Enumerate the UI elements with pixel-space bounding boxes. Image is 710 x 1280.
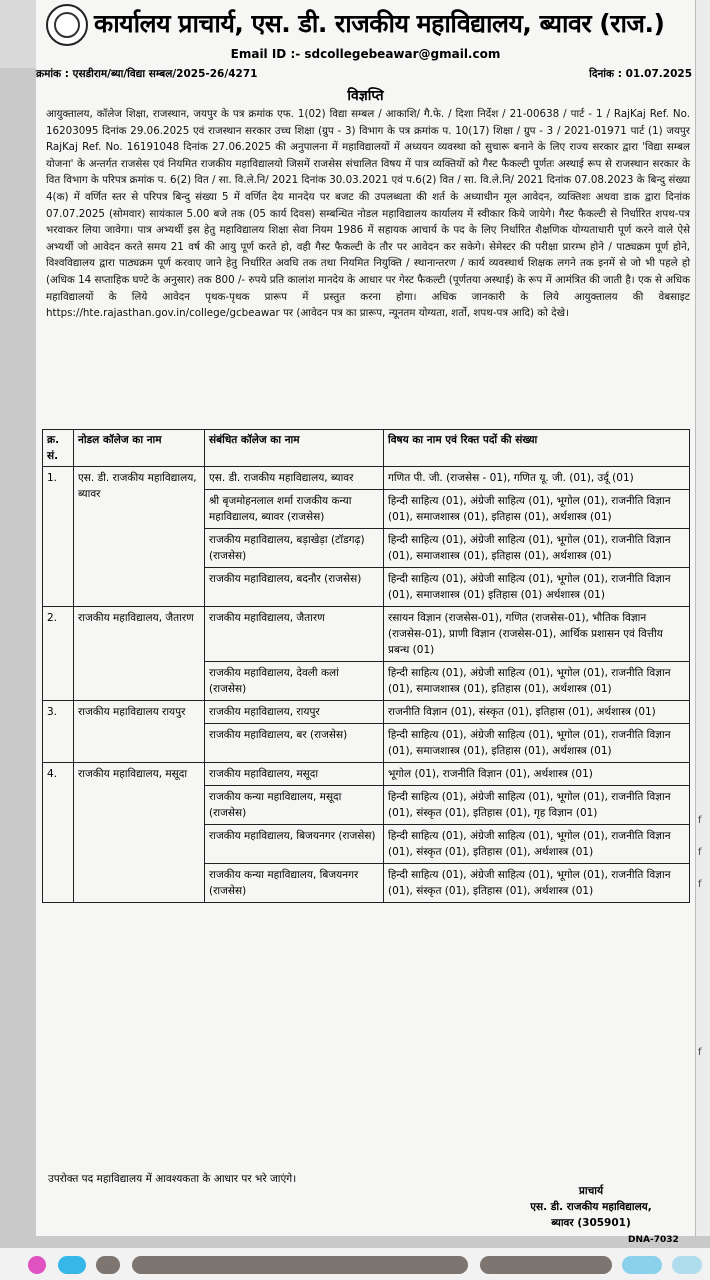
subject-vacancies: हिन्दी साहित्य (01), अंग्रेजी साहित्य (01), भूगोल (01), राजनीति विज्ञान (01), संस्कृत (01), इतिहास (01), गृह विज्ञान (01) (384, 786, 690, 825)
related-college: राजकीय महाविद्यालय, मसूदा (205, 763, 384, 786)
serial-number: 1. (43, 467, 74, 607)
scrubber-track-right[interactable] (480, 1256, 612, 1274)
image-viewer-scrubber[interactable] (0, 1248, 710, 1280)
related-college: राजकीय कन्या महाविद्यालय, मसूदा (राजसेस) (205, 786, 384, 825)
table-header-row (43, 430, 690, 467)
subject-vacancies: हिन्दी साहित्य (01), अंग्रेजी साहित्य (01), भूगोल (01), राजनीति विज्ञान (01), समाजशास्त्र (01), इतिहास (01), अर्थशास्त्र (01) (384, 662, 690, 701)
related-college: राजकीय कन्या महाविद्यालय, बिजयनगर (राजसेस) (205, 864, 384, 903)
reference-number: क्रमांक : एसडीराम/ब्या/विद्या सम्बल/2025-26/4271 (36, 68, 258, 80)
subject-vacancies: हिन्दी साहित्य (01), अंग्रेजी साहित्य (01), भूगोल (01), राजनीति विज्ञान (01), समाजशास्त्र (01), इतिहास (01), अर्थशास्त्र (01) (384, 529, 690, 568)
scrubber-segment (28, 1256, 46, 1274)
related-college: राजकीय महाविद्यालय, रायपुर (205, 701, 384, 724)
related-college: श्री बृजमोहनलाल शर्मा राजकीय कन्या महाविद्यालय, ब्यावर (राजसेस) (205, 490, 384, 529)
related-college: एस. डी. राजकीय महाविद्यालय, ब्यावर (205, 467, 384, 490)
vacancy-table (42, 429, 690, 903)
header-subjects: विषय का नाम एवं रिक्त पदों की संख्या (384, 430, 690, 467)
nodal-college: राजकीय महाविद्यालय, मसूदा (74, 763, 205, 903)
scrubber-segment (58, 1256, 86, 1274)
serial-number: 4. (43, 763, 74, 903)
table-row (43, 763, 690, 786)
serial-number: 3. (43, 701, 74, 763)
subject-vacancies: रसायन विज्ञान (राजसेस-01), गणित (राजसेस-01), भौतिक विज्ञान (राजसेस-01), प्राणी विज्ञान (राजसेस-01), आर्थिक प्रशासन एवं वित्तीय प्रबन्ध (01) (384, 607, 690, 662)
related-college: राजकीय महाविद्यालय, जैतारण (205, 607, 384, 662)
header-related-college: संबंधित कॉलेज का नाम (205, 430, 384, 467)
header-nodal-college: नोडल कॉलेज का नाम (74, 430, 205, 467)
college-emblem-icon (46, 4, 88, 46)
scrubber-segment (672, 1256, 702, 1274)
subject-vacancies: हिन्दी साहित्य (01), अंग्रेजी साहित्य (01), भूगोल (01), राजनीति विज्ञान (01), समाजशास्त्र (01), इतिहास (01), अर्थशास्त्र (01) (384, 490, 690, 529)
subject-vacancies: हिन्दी साहित्य (01), अंग्रेजी साहित्य (01), भूगोल (01), राजनीति विज्ञान (01), समाजशास्त्र (01) इतिहास (01) अर्थशास्त्र (01) (384, 568, 690, 607)
scrubber-segment (96, 1256, 120, 1274)
signatory-place: ब्यावर (305901) (551, 1217, 631, 1229)
subject-vacancies: हिन्दी साहित्य (01), अंग्रेजी साहित्य (01), भूगोल (01), राजनीति विज्ञान (01), समाजशास्त्र (01), इतिहास (01), अर्थशास्त्र (01) (384, 724, 690, 763)
subject-vacancies: भूगोल (01), राजनीति विज्ञान (01), अर्थशास्त्र (01) (384, 763, 690, 786)
side-fragment: f (698, 847, 702, 858)
table-row (43, 701, 690, 724)
ad-code: DNA-7032 (628, 1235, 679, 1245)
office-title: कार्यालय प्राचार्य, एस. डी. राजकीय महाविद्यालय, ब्यावर (राज.) (94, 9, 665, 38)
related-college: राजकीय महाविद्यालय, बदनौर (राजसेस) (205, 568, 384, 607)
notice-date: दिनांक : 01.07.2025 (589, 68, 692, 80)
side-fragment: f (698, 879, 702, 890)
side-fragment: f (698, 1047, 702, 1058)
subject-vacancies: गणित पी. जी. (राजसेस - 01), गणित यू. जी. (01), उर्दू (01) (384, 467, 690, 490)
notice-title: विज्ञप्ति (347, 88, 384, 104)
table-row (43, 607, 690, 662)
nodal-college: राजकीय महाविद्यालय रायपुर (74, 701, 205, 763)
subject-vacancies: राजनीति विज्ञान (01), संस्कृत (01), इतिहास (01), अर्थशास्त्र (01) (384, 701, 690, 724)
related-college: राजकीय महाविद्यालय, बिजयनगर (राजसेस) (205, 825, 384, 864)
header-serial: क्र. सं. (43, 430, 74, 467)
nodal-college: राजकीय महाविद्यालय, जैतारण (74, 607, 205, 701)
scrubber-track[interactable] (132, 1256, 468, 1274)
related-college: राजकीय महाविद्यालय, बड़ाखेड़ा (टॉडगढ़) (राजसेस) (205, 529, 384, 568)
background-right-strip (694, 0, 710, 1236)
signatory-title: प्राचार्य (578, 1185, 604, 1197)
newspaper-clipping (36, 0, 696, 1245)
subject-vacancies: हिन्दी साहित्य (01), अंग्रेजी साहित्य (01), भूगोल (01), राजनीति विज्ञान (01), संस्कृत (01), इतिहास (01), अर्थशास्त्र (01) (384, 825, 690, 864)
serial-number: 2. (43, 607, 74, 701)
subject-vacancies: हिन्दी साहित्य (01), अंग्रेजी साहित्य (01), भूगोल (01), राजनीति विज्ञान (01), संस्कृत (01), इतिहास (01), अर्थशास्त्र (01) (384, 864, 690, 903)
nodal-college: एस. डी. राजकीय महाविद्यालय, ब्यावर (74, 467, 205, 607)
reference-row (36, 67, 692, 83)
related-college: राजकीय महाविद्यालय, बर (राजसेस) (205, 724, 384, 763)
scrubber-segment (622, 1256, 662, 1274)
related-college: राजकीय महाविद्यालय, देवली कलां (राजसेस) (205, 662, 384, 701)
table-row (43, 467, 690, 490)
email-line: Email ID :- sdcollegebeawar@gmail.com (230, 47, 501, 61)
signature-block (506, 1183, 676, 1231)
signatory-org: एस. डी. राजकीय महाविद्यालय, (530, 1201, 652, 1213)
notice-body: आयुक्तालय, कॉलेज शिक्षा, राजस्थान, जयपुर के पत्र क्रमांक एफ. 1(02) विद्या सम्बल / आकाशि/ गै.फे. / दिशा निर्देश / 21-00638 / पार्ट - 1 / RajKaj Ref. No. 16203095 दिनांक 29.06.2025 एवं राजस्थान सरकार उच्च शिक्षा (ग्रुप - 3) विभाग के पत्र क्रमांक प. 10(17) शिक्षा / ग्रुप - 3 / 2021-01971 पार्ट (1) जयपुर RajKaj Ref. No. 16191048 दिनांक 27.06.2025 की अनुपालना में महाविद्यालयों में अध्ययन व्यवस्था को सुचारू बनाने के लिए राज्य सरकार द्वारा 'विद्या सम्बल योजना' के अन्तर्गत राजसेस एवं नियमित राजकीय महाविद्यालयो जिसमें राजसेस संचालित विषय में पात्र व्यक्तियों को गैस्ट फैकल्टी पूर्णतः अस्थाई रूप से राजस्थान सरकार के वित विभाग के परिपत्र क्रमांक प. 6(2) वित / सा. वि.ले.नि/ 2021 दिनांक 30.03.2021 एवं प.6(2) वित / सा. वि.ले.नि/ 2021 दिनांक 07.08.2023 के बिन्दु संख्या 4(क) में वर्णित स्तर से परिपत्र बिन्दु संख्या 5 में वर्णित देय मानदेय पर बजट की उपलब्धता की शर्त के अध्याधीन मूल आवेदन, व्यक्तिशः अथवा डाक द्वारा दिनांक 07.07.2025 (सोमवार) सायंकाल 5.00 बजे तक (05 कार्य दिवस) सम्बन्धित नोडल महाविद्यालय कार्यालय में स्वीकार किये जायेगे। गैस्ट फैकल्टी से निर्धारित शपथ-पत्र भरवाकर लिया जावेगा। पात्र अभ्यर्थी इस हेतु महाविद्यालय शिक्षा सेवा नियम 1986 में सहायक आचार्य के पद के लिए निर्धारित शैक्षणिक योग्यताधारी पूर्ण करने वाले ऐसे अभ्यर्थी जो आवेदन करते समय 21 वर्ष की आयु पूर्ण करते हो, वही गैस्ट फैकल्टी के तौर पर आवेदन कर सकेगे। सेमेस्टर की परीक्षा प्रारम्भ होने / पाठ्यक्रम पूर्ण होने, विश्वविद्यालय द्वारा पाठ्यक्रम पूर्ण करवाए जाने हेतु निर्धारित अवधि तक तथा नियमित नियुक्ति / स्थानान्तरण / कार्य व्यवस्थार्थ शिक्षक लगने तक इनमें से जो भी पहले हो (अधिक 14 सप्ताहिक घण्टे के अनुसार) तक 800 /- रुपये प्रति कालांश मानदेय के आधार पर गेस्ट फैकल्टी (पूर्णतया अस्थाई) के रूप में आमंत्रित की जाती है। एक से अधिक महाविद्यालयों के लिये आवेदन पृथक-पृथक प्रारूप में प्रस्तुत करना होगा। अधिक जानकारी के लिये आयुक्तालय की वेबसाइट https://hte.rajasthan.gov.in/college/gcbeawar पर (आवेदन पत्र का प्रारूप, न्यूनतम योग्यता, शर्तो, शपथ-पत्र आदि) को देखे। (46, 108, 690, 320)
footer-note: उपरोक्त पद महाविद्यालय में आवश्यकता के आधार पर भरे जाएंगे। (48, 1173, 297, 1185)
side-fragment: f (698, 815, 702, 826)
